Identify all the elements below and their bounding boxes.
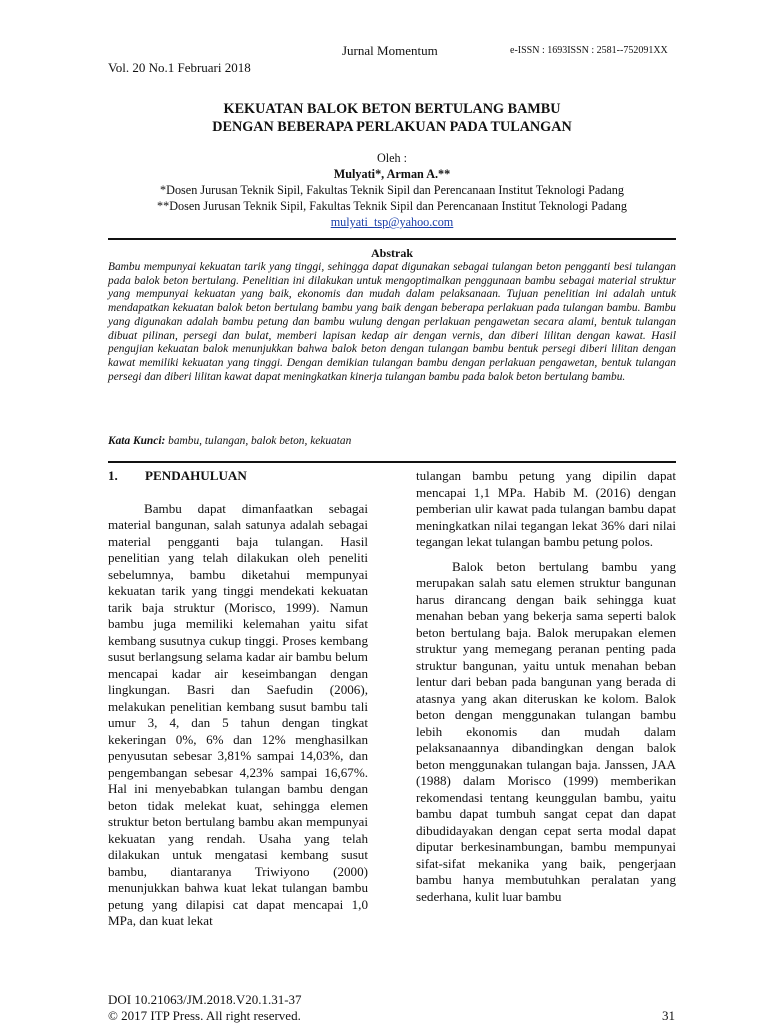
- keywords-line: [108, 435, 676, 447]
- volume-info: Vol. 20 No.1 Februari 2018: [108, 60, 251, 75]
- right-column: [416, 468, 676, 905]
- section-title: PENDAHULUAN: [145, 468, 247, 483]
- author-email-link[interactable]: mulyati_tsp@yahoo.com: [330, 215, 454, 229]
- top-divider: [108, 238, 676, 240]
- by-label: Oleh :: [376, 151, 408, 165]
- section-heading: [108, 468, 368, 485]
- title-line-1: KEKUATAN BALOK BETON BERTULANG BAMBU: [223, 101, 561, 117]
- journal-name: Jurnal Momentum: [342, 43, 438, 58]
- intro-paragraph-1: Bambu dapat dimanfaatkan sebagai material bangunan, salah satunya adalah sebagai material pengganti baja tulangan. Hasil penelitian yang telah dilakukan oleh peneliti sebelumnya, bambu diketahui mempunyai kekuatan tarik yang tinggi mendekati kekuatan tarik baja struktur (Morisco, 1999). Namun bambu juga memiliki kelemahan yaitu sifat kembang susutnya cukup tinggi. Proses kembang susut berlangsung selama kadar air bambu belum mencapai kadar air keseimbangan dengan lingkungan. Basri dan Saefudin (2006), melakukan penelitian kembang susut bambu tali umur 3, 4, dan 5 tahun dengan tingkat kekeringan 0%, 6% dan 12% menghasilkan penyusutan sebesar 3,81% sampai 14,03%, dan pengembangan sebesar 4,23% sampai 16,67%. Hal ini menyebabkan tulangan bambu dengan beton tidak melekat kuat, sehingga elemen struktur beton bertulang bambu akan mempunyai kekuatan yang rendah. Usaha yang telah dilakukan untuk mengatasi kembang susut bambu, diantaranya Triwiyono (2000) menunjukkan bahwa kuat lekat tulangan bambu petung yang dilapisi cat dapat mencapai 1,0 MPa, dan kuat lekat: [108, 500, 368, 928]
- title-line-2: DENGAN BEBERAPA PERLAKUAN PADA TULANGAN: [212, 119, 572, 135]
- section-divider: [108, 461, 676, 463]
- authors-block: [108, 150, 676, 230]
- intro-paragraph-3: Balok beton bertulang bambu yang merupakan salah satu elemen struktur bangunan harus dirancang dengan baik sehingga kuat menahan beban yang bekerja sama seperti balok beton bertulang baja. Balok merupakan elemen struktur yang memegang peranan penting pada struktur bangunan, yaitu untuk menahan beban lentur dari beban pada bangunan yang berada di atasnya yang akan diteruskan ke kolom. Balok beton dengan menggunakan tulangan bambu lebih ekonomis dan mudah dalam pelaksanaannya dibandingkan dengan balok beton menggunakan tulangan baja. Janssen, JAA (1988) dalam Morisco (1999) memberikan rekomendasi tentang keunggulan bambu, yaitu bambu dapat tumbuh sangat cepat dan dapat dibudidayakan dengan cepat serta modal dapat diputar berkesinambungan, bambu mempunyai sifat-sifat mekanika yang baik, pengerjaan bambu hanya membutuhkan peralatan yang sederhana, kulit luar bambu: [416, 558, 676, 904]
- section-number: 1.: [108, 468, 118, 483]
- page-footer: [108, 992, 302, 1024]
- abstract-text: Bambu mempunyai kekuatan tarik yang tinggi, sehingga dapat digunakan sebagai tulangan beton pengganti besi tulangan pada balok beton bertulang. Penelitian ini dilakukan untuk mengoptimalkan penggunaan bambu sebagai material struktur yang mempunyai kekuatan yang baik, ekonomis dan mudah dalam pelaksanaan. Tujuan penelitian ini adalah untuk mendapatkan kekuatan balok beton bertulang bambu yang baik dengan beberapa perlakuan pada tulangan bambu. Bambu yang digunakan adalah bambu petung dan bambu wulung dengan perlakuan pengawetan secara alami, bentuk tulangan dibuat pilinan, persegi dan bulat, memberi lapisan kedap air dengan vernis, dan diberi lilitan dengan kawat. Hasil pengujian kekuatan balok menunjukkan bahwa balok beton dengan tulangan bambu bentuk persegi diberi lilitan dengan kawat memiliki kekuatan yang tinggi. Dengan demikian tulangan bambu dengan perlakuan pengawetan, bentuk tulangan persegi dan diberi lilitan kawat dapat meningkatkan kinerja tulangan bambu pada balok beton bertulang bambu.: [108, 261, 676, 383]
- left-column: [108, 468, 368, 930]
- abstract-heading: Abstrak: [370, 246, 413, 260]
- copyright-text: © 2017 ITP Press. All right reserved.: [108, 1008, 301, 1023]
- doi-text: DOI 10.21063/JM.2018.V20.1.31-37: [108, 992, 302, 1007]
- intro-paragraph-2: tulangan bambu petung yang dipilin dapat mencapai 1,1 MPa. Habib M. (2016) dengan pemberian ulir kawat pada tulangan bambu dapat meningkatkan nilai tegangan lekat 36% dari nilai tegangan lekat tulangan bambu petung polos.: [416, 468, 676, 549]
- keywords-label: Kata Kunci:: [108, 435, 166, 447]
- author-names: Mulyati*, Arman A.**: [333, 167, 451, 181]
- keywords-list: bambu, tulangan, balok beton, kekuatan: [165, 435, 352, 447]
- issn-text: e-ISSN : 1693ISSN : 2581--752091XX: [510, 45, 668, 56]
- paper-title: [108, 100, 676, 136]
- affiliation-2: **Dosen Jurusan Teknik Sipil, Fakultas Teknik Sipil dan Perencanaan Institut Teknologi Padang: [157, 199, 627, 213]
- page-number: 31: [662, 1008, 675, 1023]
- affiliation-1: *Dosen Jurusan Teknik Sipil, Fakultas Teknik Sipil dan Perencanaan Institut Teknologi Padang: [160, 183, 624, 197]
